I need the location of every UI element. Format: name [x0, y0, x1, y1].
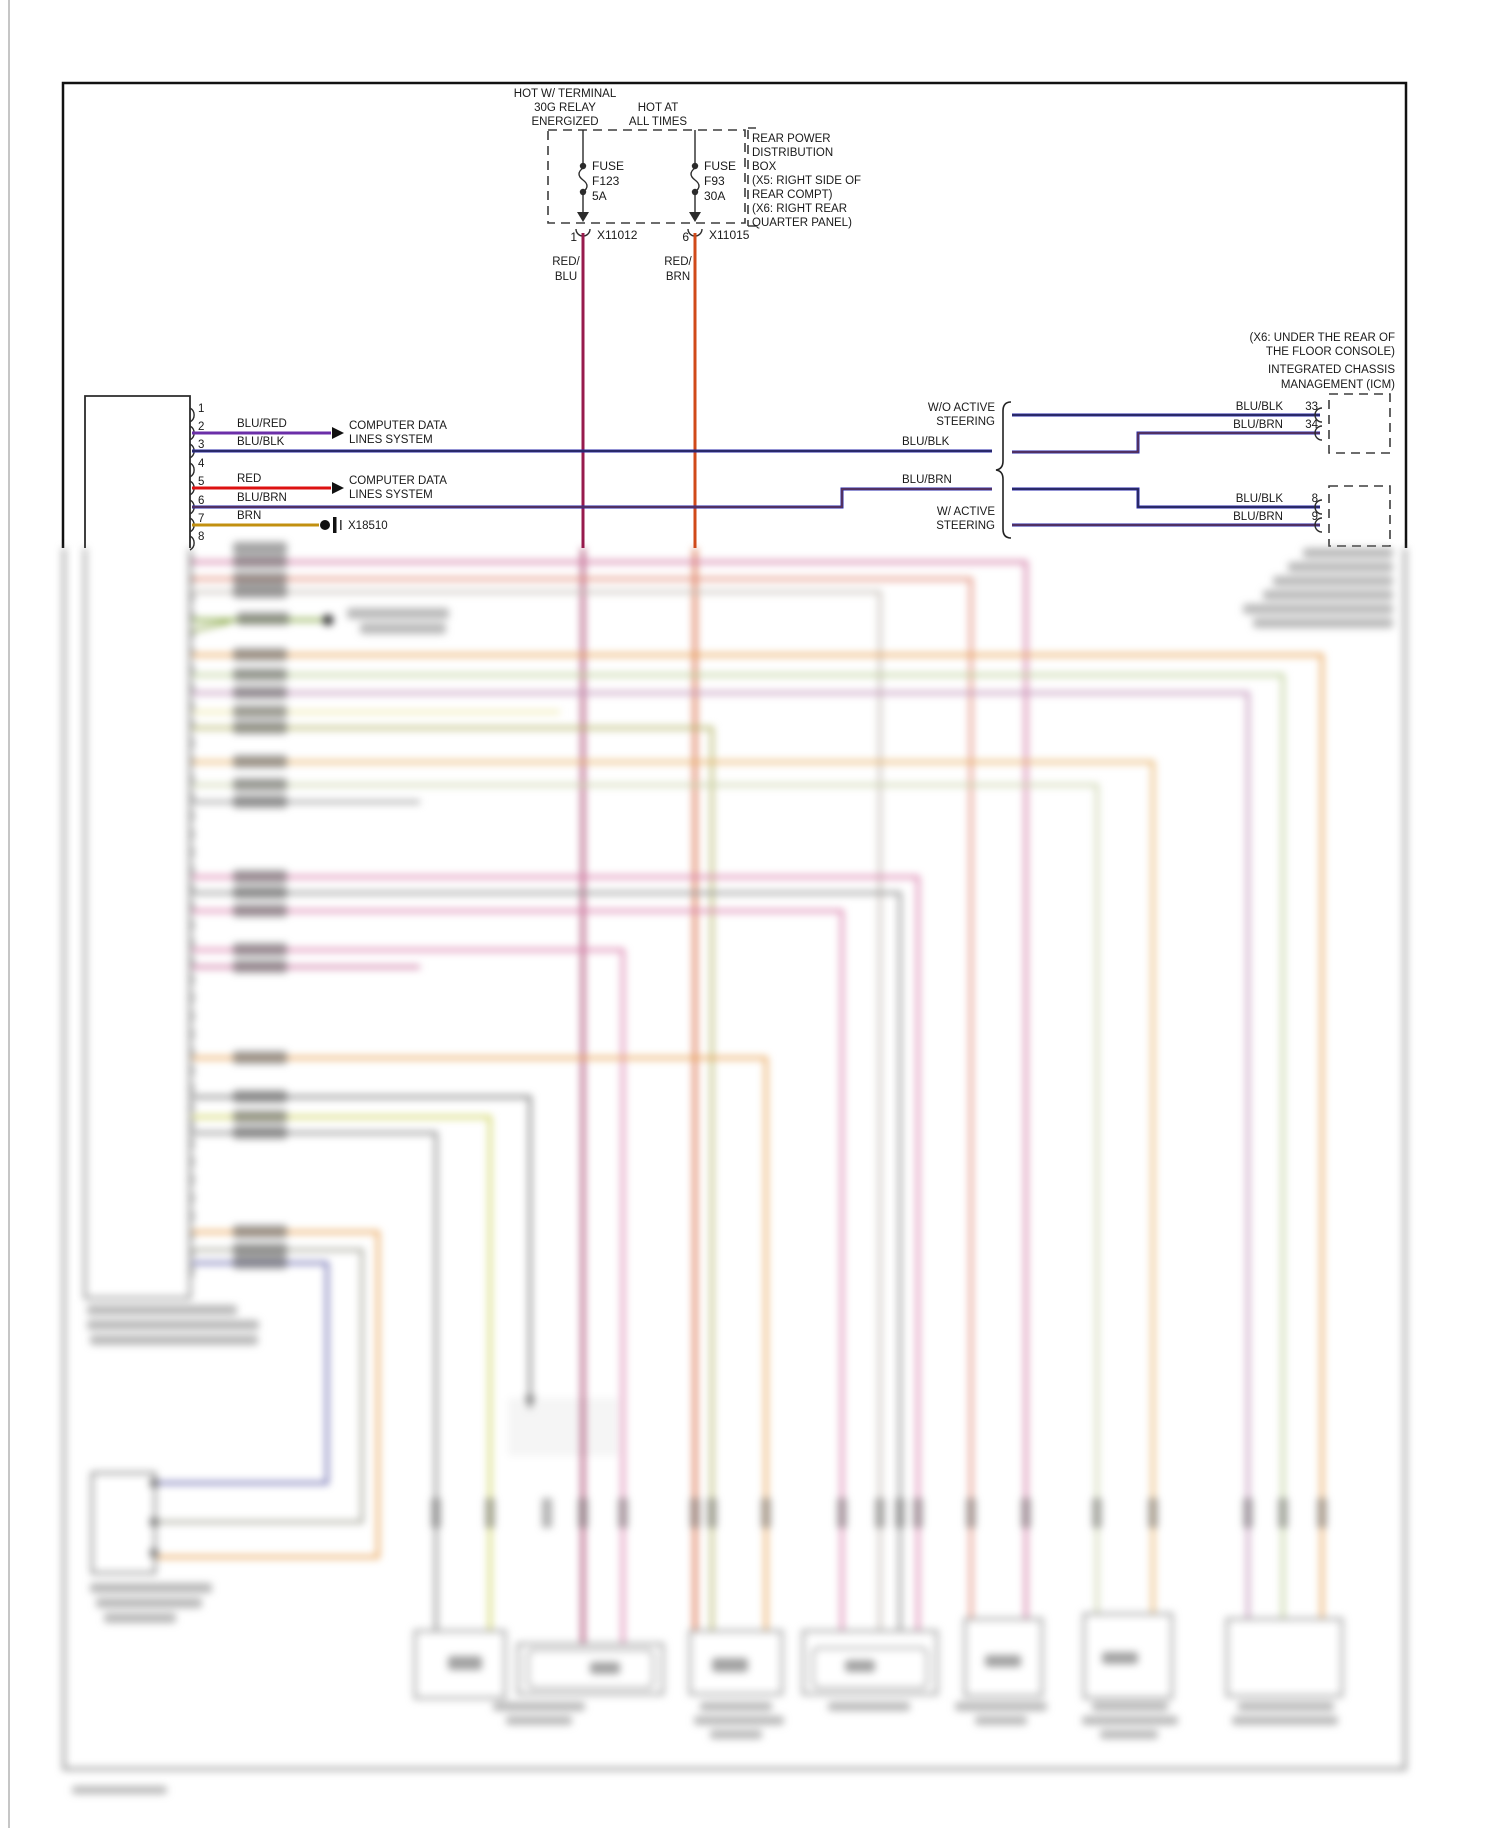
connector-id: X11012: [597, 228, 638, 242]
fuse-f93: [689, 130, 736, 222]
feed-label: HOT W/ TERMINAL: [513, 88, 617, 100]
computer-data-lines-label: COMPUTER DATA: [349, 475, 447, 487]
option-label: W/ ACTIVE: [936, 506, 995, 518]
box-label-line: REAR POWER: [752, 133, 831, 145]
computer-data-lines-label: LINES SYSTEM: [349, 434, 433, 446]
fuse-rating: 30A: [704, 189, 726, 203]
ground-dot-icon: [320, 520, 330, 530]
icm-note-blurred: [1243, 548, 1393, 628]
sharp-region: [63, 83, 1406, 550]
diagram-border-top: [63, 83, 1406, 548]
ground-tick-icon: [340, 520, 342, 530]
wire-label: BRN: [665, 271, 691, 283]
fuse-word: FUSE: [592, 159, 625, 173]
fuse-id: F93: [704, 174, 725, 188]
icm-location: (X6: UNDER THE REAR OF: [1249, 332, 1395, 344]
pin-number: 33: [1305, 401, 1318, 413]
connector-pin: 1: [570, 230, 577, 244]
steering-option-labels: [928, 402, 995, 532]
ground-branch-blurred: [192, 608, 449, 634]
option-label: STEERING: [936, 520, 995, 532]
wire-label: BLU/BLK: [902, 436, 950, 448]
footer-code-blurred: [72, 1786, 167, 1794]
pin-number: 34: [1305, 419, 1318, 431]
feed-label: ALL TIMES: [628, 116, 688, 128]
computer-data-lines-label: LINES SYSTEM: [349, 489, 433, 501]
ground-id: X18510: [348, 520, 388, 532]
wire-label: BLU/BLK: [1235, 493, 1283, 505]
wire-label: BLU/BLK: [1235, 401, 1283, 413]
feed-label: ENERGIZED: [531, 116, 599, 128]
rear-power-distribution-box: [548, 128, 861, 229]
wire-label: BRN: [237, 510, 262, 522]
computer-data-lines-label: COMPUTER DATA: [349, 420, 447, 432]
icm-name: INTEGRATED CHASSIS: [1268, 364, 1395, 376]
box-label-line: REAR COMPT): [752, 189, 833, 201]
wire-label: BLU/BRN: [237, 492, 287, 504]
box-label-line: BOX: [752, 161, 777, 173]
feed-label: HOT AT: [637, 102, 679, 114]
pin-number: 6: [198, 495, 205, 507]
wire-blu-brn-pin6: [192, 474, 992, 507]
feed-label: 30G RELAY: [534, 102, 596, 114]
option-brace: [996, 402, 1011, 538]
box-label-line: (X6: RIGHT REAR: [752, 203, 847, 215]
pin-number: 4: [198, 458, 205, 470]
wire-label: BLU/BRN: [902, 474, 952, 486]
connector-blobs-blurred: [431, 1498, 1327, 1528]
pin-number: 7: [198, 513, 205, 525]
box-label-line: QUARTER PANEL): [752, 217, 852, 229]
power-feed-labels: [514, 88, 688, 128]
wire-label: BLU/BLK: [237, 436, 285, 448]
option-label: W/O ACTIVE: [927, 402, 995, 414]
connector-x11012: [552, 228, 638, 283]
wire-label: RED/: [664, 256, 692, 268]
icm-name: MANAGEMENT (ICM): [1280, 379, 1395, 391]
connector-id: X11015: [709, 228, 750, 242]
wire-label: BLU/BRN: [1233, 511, 1283, 523]
arrow-icon: [332, 482, 344, 494]
wire-brn-ground: [192, 510, 388, 533]
wire-red: [192, 473, 447, 501]
arrow-icon: [332, 427, 344, 439]
wire-blu-blk-pin3: [192, 436, 992, 451]
pin-number: 8: [1311, 493, 1318, 505]
module-pins: [190, 403, 205, 550]
box-label-line: (X5: RIGHT SIDE OF: [752, 175, 862, 187]
pin-number: 1: [198, 403, 205, 415]
control-module-box-lower: [85, 548, 190, 1298]
blurred-wiring-region: [64, 542, 1405, 1794]
harness-wires-blurred: [155, 542, 1322, 1644]
left-sensor-box-blurred: [90, 1473, 212, 1623]
wire-blu-red: [192, 418, 447, 446]
connector-pin: 6: [682, 230, 689, 244]
icm-connector-wo-active: [1315, 394, 1390, 453]
connector-x11015: [664, 228, 750, 283]
pin-number: 9: [1311, 511, 1318, 523]
fuse-rating: 5A: [592, 189, 607, 203]
option-label: STEERING: [936, 416, 995, 428]
wire-label: BLU/BRN: [1233, 419, 1283, 431]
icm-connector-w-active: [1315, 486, 1390, 546]
distribution-box-label: [752, 133, 861, 229]
pin-number: 8: [198, 531, 205, 543]
wire-label: RED: [237, 473, 262, 485]
icm-labels: [1233, 332, 1395, 523]
ground-bar-icon: [333, 517, 337, 533]
icm-location: THE FLOOR CONSOLE): [1265, 346, 1395, 358]
fuse-word: FUSE: [704, 159, 737, 173]
box-label-line: DISTRIBUTION: [752, 147, 834, 159]
pin-number: 2: [198, 421, 205, 433]
pin-number: 3: [198, 439, 205, 451]
wire-label: RED/: [552, 256, 580, 268]
shield-shade: [508, 1398, 618, 1456]
wire-label: BLU/RED: [237, 418, 287, 430]
fuse-id: F123: [592, 174, 620, 188]
fuse-f123: [577, 130, 624, 222]
control-module-box: [85, 396, 190, 548]
icm-wires: [1012, 415, 1320, 525]
bottom-boxes-blurred: [415, 1614, 1342, 1739]
wire-label: BLU: [554, 271, 578, 283]
pin-number: 5: [198, 476, 205, 488]
